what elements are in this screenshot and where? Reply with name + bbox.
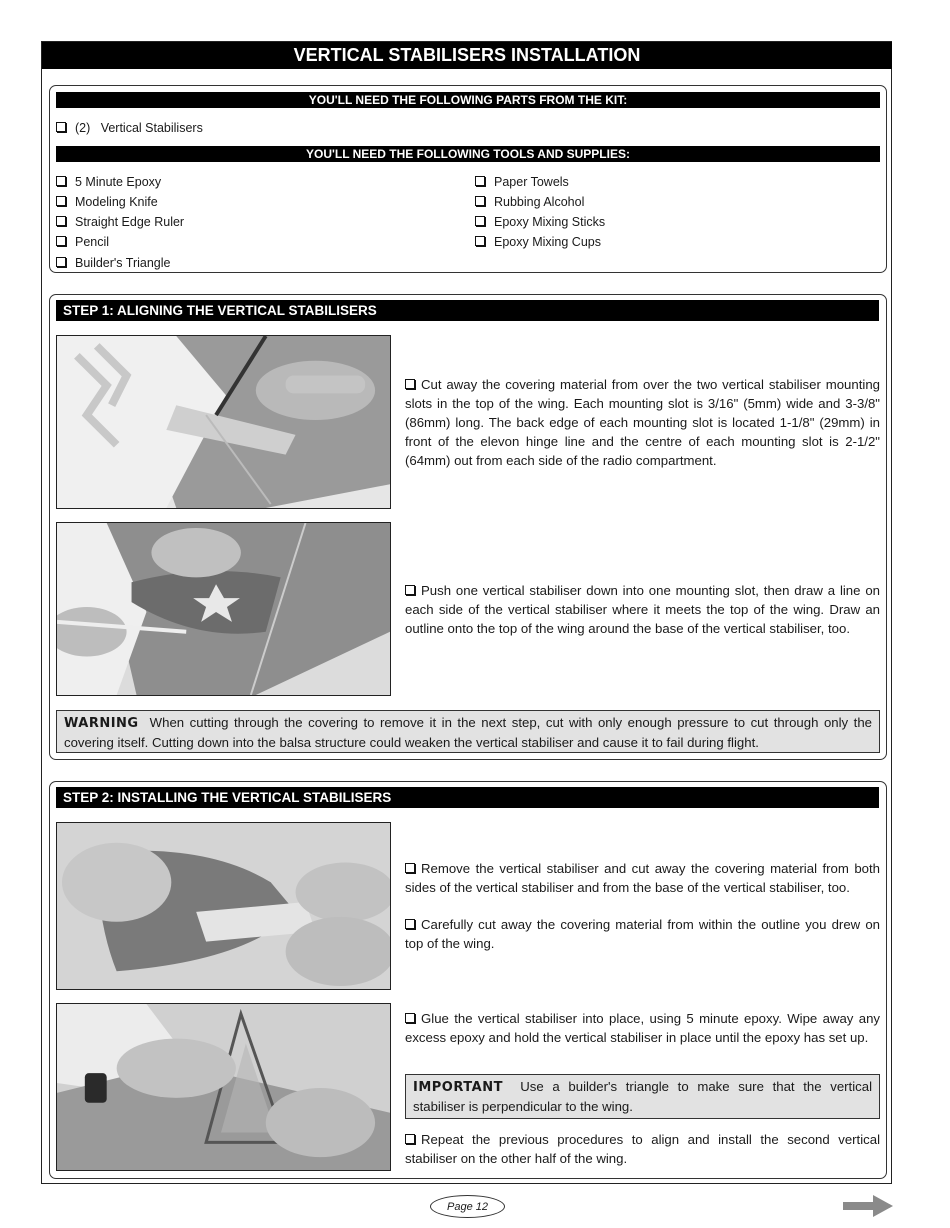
checkbox-icon[interactable]	[475, 236, 485, 246]
step1-paragraph-1: Cut away the covering material from over the two vertical stabiliser mounting slots in the top of the wing. Each mounting slot is 3/16" (5mm) wide and 3-3/8" (86mm) long. The back edge of each mounting slot is located 1-1/8" (29mm) in front of the elevon hinge line and the centre of each mounting slot is 2-1/2" (64mm) out from each side of the radio compartment.	[405, 377, 880, 468]
step2-photo-gluing	[56, 1003, 391, 1171]
checkbox-icon[interactable]	[405, 1134, 415, 1144]
parts-item[interactable]: (2) Vertical Stabilisers	[56, 120, 203, 136]
important-note	[405, 1074, 880, 1119]
step1-paragraph-2: Push one vertical stabiliser down into one mounting slot, then draw a line on each side of the vertical stabiliser where it meets the top of the wing. Draw an outline onto the top of the wing around the base of the vertical stabiliser, too.	[405, 583, 880, 636]
tool-item[interactable]: Straight Edge Ruler	[56, 214, 184, 230]
tool-item[interactable]: Modeling Knife	[56, 194, 158, 210]
tool-item[interactable]: Pencil	[56, 234, 109, 250]
checkbox-icon[interactable]	[56, 122, 66, 132]
step1-heading: STEP 1: ALIGNING THE VERTICAL STABILISERS	[56, 300, 879, 321]
checkbox-icon[interactable]	[475, 176, 485, 186]
checkbox-icon[interactable]	[405, 585, 415, 595]
checkbox-icon[interactable]	[405, 379, 415, 389]
step2-photo-removing	[56, 822, 391, 990]
important-text: Use a builder's triangle to make sure that the vertical stabiliser is perpendicular to the wing.	[413, 1079, 872, 1114]
checkbox-icon[interactable]	[475, 216, 485, 226]
tools-heading: YOU'LL NEED THE FOLLOWING TOOLS AND SUPPLIES:	[56, 146, 880, 162]
checkbox-icon[interactable]	[405, 863, 415, 873]
tool-item[interactable]: Builder's Triangle	[56, 255, 171, 271]
tool-item[interactable]: Rubbing Alcohol	[475, 194, 584, 210]
checkbox-icon[interactable]	[405, 919, 415, 929]
important-label: IMPORTANT	[413, 1080, 503, 1095]
warning-note	[56, 710, 880, 753]
step2-paragraph-3: Glue the vertical stabiliser into place, using 5 minute epoxy. Wipe away any excess epoxy and hold the vertical stabiliser in place until the epoxy has set up.	[405, 1011, 880, 1045]
parts-heading: YOU'LL NEED THE FOLLOWING PARTS FROM THE KIT:	[56, 92, 880, 108]
tool-item[interactable]: 5 Minute Epoxy	[56, 174, 161, 190]
step2-heading: STEP 2: INSTALLING THE VERTICAL STABILISERS	[56, 787, 879, 808]
checkbox-icon[interactable]	[56, 257, 66, 267]
requirements-box	[49, 85, 887, 273]
checkbox-icon[interactable]	[475, 196, 485, 206]
tool-item[interactable]: Paper Towels	[475, 174, 569, 190]
step2-paragraph-4: Repeat the previous procedures to align and install the second vertical stabiliser on the other half of the wing.	[405, 1132, 880, 1166]
step1-photo-cutting	[56, 335, 391, 509]
checkbox-icon[interactable]	[56, 216, 66, 226]
checkbox-icon[interactable]	[56, 236, 66, 246]
warning-text: When cutting through the covering to remove it in the next step, cut with only enough pressure to cut through only the covering itself. Cutting down into the balsa structure could weaken the vertical stabiliser and cause it to fail during flight.	[64, 715, 872, 750]
checkbox-icon[interactable]	[405, 1013, 415, 1023]
step2-paragraph-1: Remove the vertical stabiliser and cut away the covering material from both sides of the vertical stabiliser and from the base of the vertical stabiliser, too.	[405, 861, 880, 895]
next-page-arrow-icon[interactable]	[843, 1194, 893, 1218]
page-number: Page 12	[430, 1195, 505, 1218]
tool-item[interactable]: Epoxy Mixing Cups	[475, 234, 601, 250]
checkbox-icon[interactable]	[56, 196, 66, 206]
tool-item[interactable]: Epoxy Mixing Sticks	[475, 214, 605, 230]
step1-photo-tracing	[56, 522, 391, 696]
checkbox-icon[interactable]	[56, 176, 66, 186]
page-title: VERTICAL STABILISERS INSTALLATION	[42, 42, 892, 69]
warning-label: WARNING	[64, 716, 139, 731]
step2-paragraph-2: Carefully cut away the covering material from within the outline you drew on top of the wing.	[405, 917, 880, 951]
